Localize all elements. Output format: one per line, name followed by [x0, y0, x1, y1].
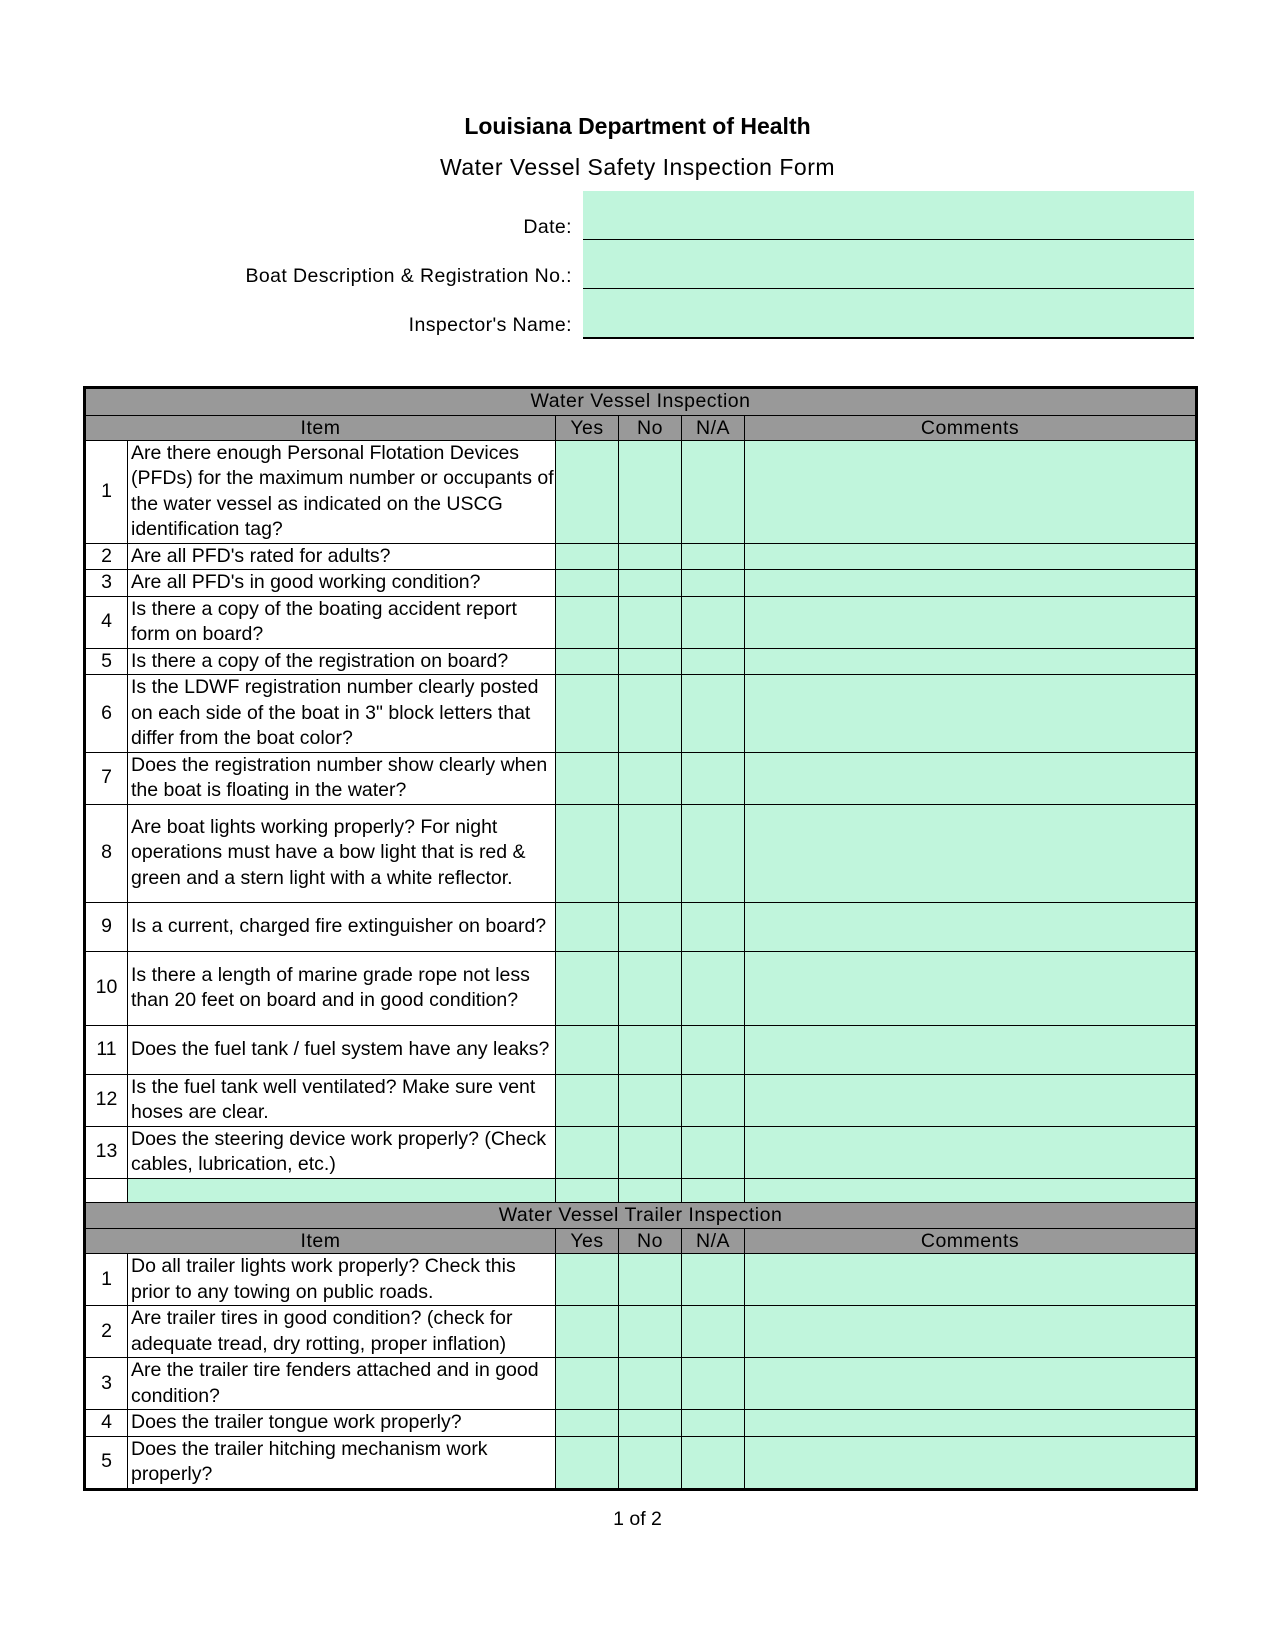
item-number: 5 — [85, 648, 128, 675]
trailer-section-title: Water Vessel Trailer Inspection — [85, 1202, 1197, 1229]
na-cell[interactable] — [682, 648, 745, 675]
item-question: Does the fuel tank / fuel system have any leaks? — [128, 1025, 556, 1074]
boat-registration-label: Boat Description & Registration No.: — [245, 265, 572, 287]
na-column-header: N/A — [682, 1229, 745, 1254]
vessel-item-row — [85, 1126, 1197, 1178]
comments-cell[interactable] — [745, 596, 1197, 648]
yes-cell[interactable] — [556, 1410, 619, 1437]
no-column-header: No — [619, 415, 682, 440]
yes-cell[interactable] — [556, 440, 619, 543]
item-number: 3 — [85, 1358, 128, 1410]
item-question: Is a current, charged fire extinguisher on board? — [128, 902, 556, 951]
item-number: 11 — [85, 1025, 128, 1074]
no-cell[interactable] — [619, 1178, 682, 1202]
vessel-item-row — [85, 951, 1197, 1025]
item-column-header: Item — [85, 415, 556, 440]
item-question: Is there a length of marine grade rope not less than 20 feet on board and in good condition? — [128, 951, 556, 1025]
item-question: Does the registration number show clearly when the boat is floating in the water? — [128, 752, 556, 804]
vessel-section — [85, 388, 1197, 1203]
yes-cell[interactable] — [556, 752, 619, 804]
item-number: 6 — [85, 675, 128, 753]
item-number: 3 — [85, 570, 128, 597]
vessel-item-row — [85, 543, 1197, 570]
no-cell[interactable] — [619, 1306, 682, 1358]
boat-registration-field[interactable] — [583, 240, 1194, 290]
comments-cell[interactable] — [745, 648, 1197, 675]
item-question: Is there a copy of the registration on board? — [128, 648, 556, 675]
trailer-item-row — [85, 1410, 1197, 1437]
yes-cell[interactable] — [556, 570, 619, 597]
comments-cell[interactable] — [745, 902, 1197, 951]
item-question: Are there enough Personal Flotation Devices (PFDs) for the maximum number or occupants of the water vessel as indicated on the USCG identification tag? — [128, 440, 556, 543]
comments-cell[interactable] — [745, 570, 1197, 597]
item-question: Does the steering device work properly? (Check cables, lubrication, etc.) — [128, 1126, 556, 1178]
na-cell[interactable] — [682, 951, 745, 1025]
comments-cell[interactable] — [745, 1254, 1197, 1306]
vessel-item-row — [85, 675, 1197, 753]
vessel-header-row — [85, 415, 1197, 440]
yes-cell[interactable] — [556, 675, 619, 753]
na-cell[interactable] — [682, 1178, 745, 1202]
comments-cell[interactable] — [745, 752, 1197, 804]
na-cell[interactable] — [682, 1358, 745, 1410]
yes-column-header: Yes — [556, 1229, 619, 1254]
yes-cell[interactable] — [556, 1254, 619, 1306]
item-number: 4 — [85, 1410, 128, 1437]
item-number: 5 — [85, 1436, 128, 1489]
comments-cell[interactable] — [745, 1410, 1197, 1437]
vessel-item-row — [85, 570, 1197, 597]
item-number: 7 — [85, 752, 128, 804]
na-cell[interactable] — [682, 804, 745, 902]
yes-cell[interactable] — [556, 1074, 619, 1126]
yes-cell[interactable] — [556, 1025, 619, 1074]
comments-cell[interactable] — [745, 1074, 1197, 1126]
trailer-item-row — [85, 1306, 1197, 1358]
item-question: Do all trailer lights work properly? Check this prior to any towing on public roads. — [128, 1254, 556, 1306]
comments-cell[interactable] — [745, 1126, 1197, 1178]
yes-cell[interactable] — [556, 902, 619, 951]
no-cell[interactable] — [619, 951, 682, 1025]
no-cell[interactable] — [619, 1358, 682, 1410]
vessel-section-title: Water Vessel Inspection — [85, 388, 1197, 416]
na-cell[interactable] — [682, 675, 745, 753]
no-cell[interactable] — [619, 1254, 682, 1306]
date-label: Date: — [523, 216, 572, 238]
comments-cell[interactable] — [745, 1025, 1197, 1074]
no-cell[interactable] — [619, 1025, 682, 1074]
yes-cell[interactable] — [556, 648, 619, 675]
item-number: 13 — [85, 1126, 128, 1178]
no-column-header: No — [619, 1229, 682, 1254]
comments-column-header: Comments — [745, 1229, 1197, 1254]
comments-cell[interactable] — [745, 804, 1197, 902]
vessel-item-row — [85, 596, 1197, 648]
no-cell[interactable] — [619, 440, 682, 543]
blank-item-cell[interactable] — [128, 1178, 556, 1202]
inspection-table — [83, 386, 1198, 1491]
item-question: Does the trailer tongue work properly? — [128, 1410, 556, 1437]
no-cell[interactable] — [619, 1126, 682, 1178]
vessel-item-row — [85, 752, 1197, 804]
na-cell[interactable] — [682, 1126, 745, 1178]
comments-cell[interactable] — [745, 1306, 1197, 1358]
no-cell[interactable] — [619, 675, 682, 753]
item-question: Is the LDWF registration number clearly posted on each side of the boat in 3" block letters that differ from the boat color? — [128, 675, 556, 753]
item-question: Are all PFD's in good working condition? — [128, 570, 556, 597]
comments-cell[interactable] — [745, 1178, 1197, 1202]
na-cell[interactable] — [682, 1074, 745, 1126]
no-cell[interactable] — [619, 752, 682, 804]
na-cell[interactable] — [682, 596, 745, 648]
na-cell[interactable] — [682, 752, 745, 804]
item-number: 12 — [85, 1074, 128, 1126]
blank-row — [85, 1178, 1197, 1202]
item-number: 10 — [85, 951, 128, 1025]
comments-cell[interactable] — [745, 1436, 1197, 1489]
item-number: 8 — [85, 804, 128, 902]
trailer-item-row — [85, 1358, 1197, 1410]
yes-cell[interactable] — [556, 596, 619, 648]
blank-number-cell — [85, 1178, 128, 1202]
yes-cell[interactable] — [556, 1126, 619, 1178]
yes-cell[interactable] — [556, 1178, 619, 1202]
na-cell[interactable] — [682, 543, 745, 570]
no-cell[interactable] — [619, 648, 682, 675]
item-question: Is the fuel tank well ventilated? Make sure vent hoses are clear. — [128, 1074, 556, 1126]
item-number: 2 — [85, 1306, 128, 1358]
na-cell[interactable] — [682, 1410, 745, 1437]
item-question: Are boat lights working properly? For night operations must have a bow light that is red & green and a stern light with a white reflector. — [128, 804, 556, 902]
na-column-header: N/A — [682, 415, 745, 440]
form-title: Water Vessel Safety Inspection Form — [439, 154, 836, 180]
organization-title: Louisiana Department of Health — [464, 113, 811, 139]
comments-cell[interactable] — [745, 543, 1197, 570]
comments-cell[interactable] — [745, 1358, 1197, 1410]
comments-cell[interactable] — [745, 675, 1197, 753]
page-number: 1 of 2 — [613, 1508, 662, 1530]
vessel-item-row — [85, 902, 1197, 951]
trailer-item-row — [85, 1254, 1197, 1306]
item-number: 2 — [85, 543, 128, 570]
yes-cell[interactable] — [556, 1306, 619, 1358]
item-question: Are all PFD's rated for adults? — [128, 543, 556, 570]
na-cell[interactable] — [682, 1306, 745, 1358]
na-cell[interactable] — [682, 1436, 745, 1489]
na-cell[interactable] — [682, 1254, 745, 1306]
item-question: Are the trailer tire fenders attached and in good condition? — [128, 1358, 556, 1410]
vessel-item-row — [85, 648, 1197, 675]
no-cell[interactable] — [619, 1410, 682, 1437]
yes-cell[interactable] — [556, 951, 619, 1025]
vessel-item-row — [85, 1025, 1197, 1074]
na-cell[interactable] — [682, 1025, 745, 1074]
na-cell[interactable] — [682, 570, 745, 597]
inspector-name-label: Inspector's Name: — [408, 314, 572, 336]
item-number: 4 — [85, 596, 128, 648]
vessel-item-row — [85, 1074, 1197, 1126]
yes-column-header: Yes — [556, 415, 619, 440]
na-cell[interactable] — [682, 440, 745, 543]
no-cell[interactable] — [619, 804, 682, 902]
item-number: 1 — [85, 440, 128, 543]
yes-cell[interactable] — [556, 1358, 619, 1410]
no-cell[interactable] — [619, 543, 682, 570]
trailer-item-row — [85, 1436, 1197, 1489]
no-cell[interactable] — [619, 1074, 682, 1126]
date-field[interactable] — [583, 191, 1194, 241]
comments-column-header: Comments — [745, 415, 1197, 440]
vessel-item-row — [85, 804, 1197, 902]
no-cell[interactable] — [619, 1436, 682, 1489]
item-column-header: Item — [85, 1229, 556, 1254]
item-number: 1 — [85, 1254, 128, 1306]
comments-cell[interactable] — [745, 440, 1197, 543]
yes-cell[interactable] — [556, 1436, 619, 1489]
item-number: 9 — [85, 902, 128, 951]
item-question: Are trailer tires in good condition? (check for adequate tread, dry rotting, proper inflation) — [128, 1306, 556, 1358]
trailer-section — [85, 1202, 1197, 1489]
item-question: Is there a copy of the boating accident report form on board? — [128, 596, 556, 648]
vessel-item-row — [85, 440, 1197, 543]
yes-cell[interactable] — [556, 804, 619, 902]
no-cell[interactable] — [619, 570, 682, 597]
yes-cell[interactable] — [556, 543, 619, 570]
item-question: Does the trailer hitching mechanism work properly? — [128, 1436, 556, 1489]
na-cell[interactable] — [682, 902, 745, 951]
comments-cell[interactable] — [745, 951, 1197, 1025]
inspector-name-field[interactable] — [583, 289, 1194, 339]
trailer-header-row — [85, 1229, 1197, 1254]
no-cell[interactable] — [619, 596, 682, 648]
no-cell[interactable] — [619, 902, 682, 951]
